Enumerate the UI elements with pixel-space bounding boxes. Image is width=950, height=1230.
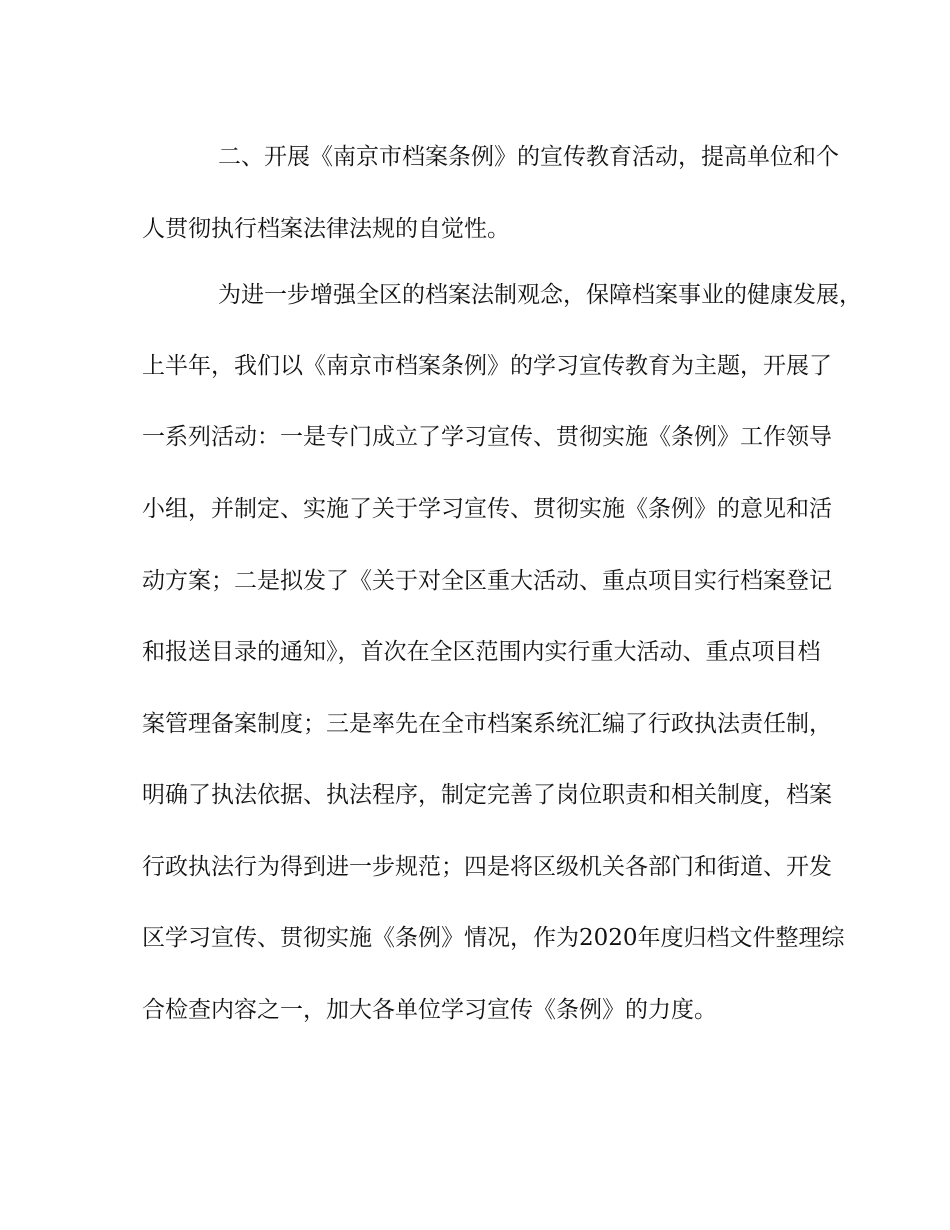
body-line-8: 明确了执法依据、执法程序，制定完善了岗位职责和相关制度，档案 [142,782,832,808]
body-line-1: 为进一步增强全区的档案法制观念，保障档案事业的健康发展， [218,282,862,308]
body-line-3: 一系列活动：一是专门成立了学习宣传、贯彻实施《条例》工作领导 [142,424,832,450]
heading-line-1: 二、开展《南京市档案条例》的宣传教育活动，提高单位和个 [218,144,839,170]
heading-line-2: 人贯彻执行档案法律法规的自觉性。 [142,216,510,242]
body-line-10: 区学习宣传、贯彻实施《条例》情况，作为2020年度归档文件整理综 [142,925,845,951]
body-line-4: 小组，并制定、实施了关于学习宣传、贯彻实施《条例》的意见和活 [142,496,832,522]
body-line-5: 动方案；二是拟发了《关于对全区重大活动、重点项目实行档案登记 [142,568,832,594]
body-line-6: 和报送目录的通知》，首次在全区范围内实行重大活动、重点项目档 [142,639,821,665]
body-line-2: 上半年，我们以《南京市档案条例》的学习宣传教育为主题，开展了 [142,353,832,379]
body-line-7: 案管理备案制度；三是率先在全市档案系统汇编了行政执法责任制， [142,711,832,737]
body-line-11: 合检查内容之一，加大各单位学习宣传《条例》的力度。 [142,997,717,1023]
body-line-9: 行政执法行为得到进一步规范；四是将区级机关各部门和街道、开发 [142,854,832,880]
